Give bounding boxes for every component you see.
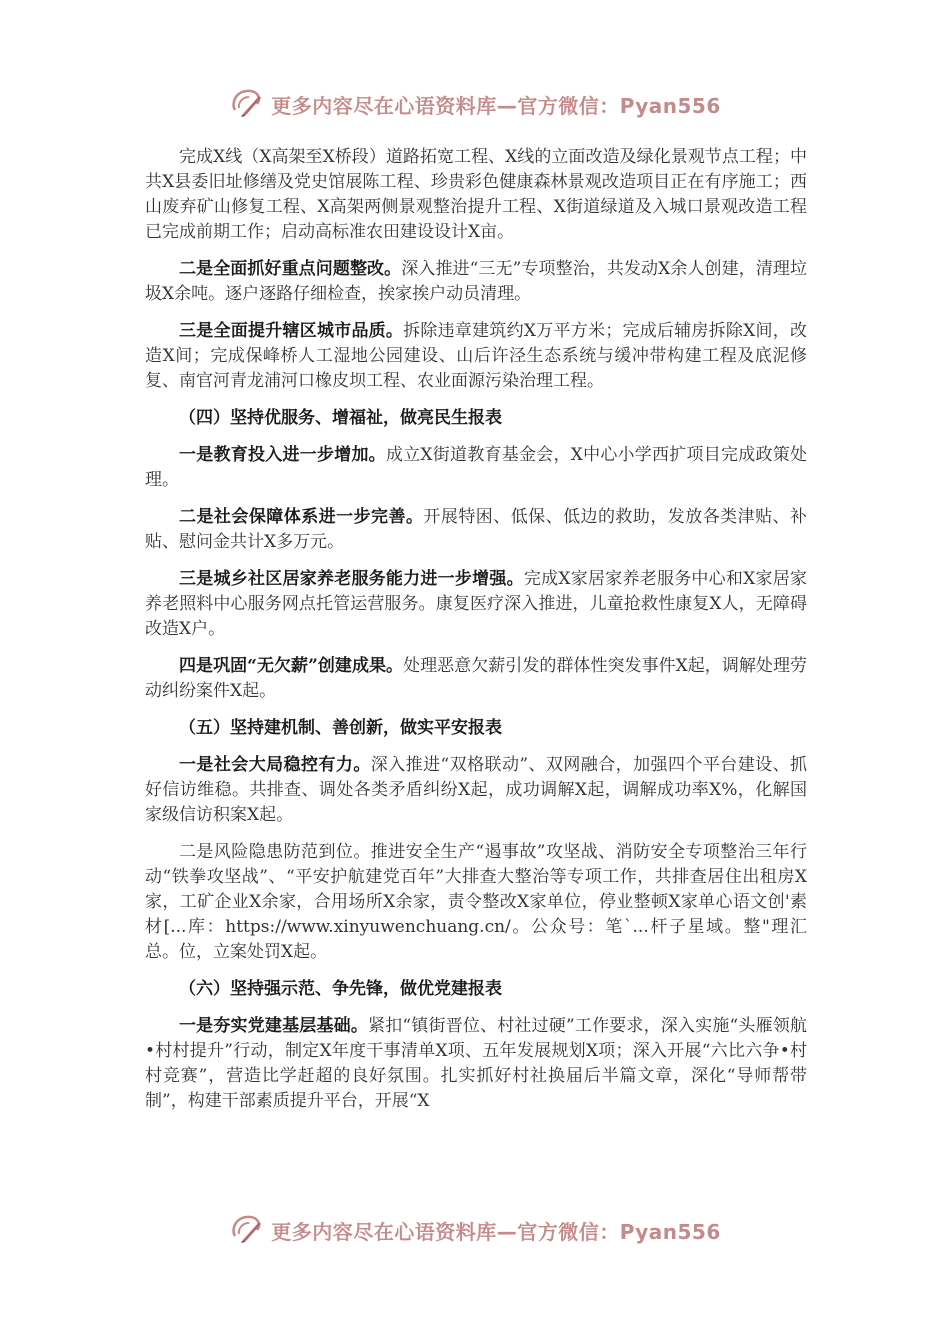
paragraph-text: 深入推进“三无”专项整治，共发动X余人创建，清理垃圾X余吨。逐户逐路仔细检查，挨家挨户动员清理。 [145, 259, 808, 304]
paragraph [145, 505, 807, 555]
paragraph [145, 145, 807, 245]
paragraph-text: 成立X街道教育基金会，X中心小学西扩项目完成政策处理。 [145, 445, 807, 490]
paragraph [145, 840, 807, 965]
paragraph-text: 完成X家居家养老服务中心和X家居家养老照料中心服务网点托管运营服务。康复医疗深入推进，儿童抢救性康复X人，无障碍改造X户。 [145, 569, 807, 639]
paragraph [145, 319, 807, 394]
paragraph-lead: 一是社会大局稳控有力。 [179, 755, 371, 775]
paragraph [145, 567, 807, 642]
document-body [145, 145, 807, 1126]
paragraph-lead: 四是巩固“无欠薪”创建成果。 [179, 656, 404, 676]
paragraph [145, 257, 807, 307]
paragraph-text: 处理恶意欠薪引发的群体性突发事件X起，调解处理劳动纠纷案件X起。 [145, 656, 807, 701]
paragraph [145, 1014, 807, 1114]
paragraph-text: 二是风险隐患防范到位。推进安全生产“遏事故”攻坚战、消防安全专项整治三年行动“铁拳攻坚战”、“平安护航建党百年”大排查大整治等专项工作，共排查居住出租房X家，工矿企业X余家，合用场所X余家，责令整改X家单位，停业整顿X家单心语文创'素材[...库：https://www.xinyuwenchuang.cn/。公众号：笔`...杆子星域。整"理汇总。位，立案处罚X起。 [145, 842, 807, 962]
section-heading: （五）坚持建机制、善创新，做实平安报表 [179, 718, 502, 738]
paragraph-lead: 一是教育投入进一步增加。 [179, 445, 386, 465]
footer-banner [0, 1212, 950, 1248]
paragraph-lead: 三是全面提升辖区城市品质。 [179, 321, 404, 341]
paragraph-lead: 二是社会保障体系进一步完善。 [179, 507, 424, 527]
paragraph [145, 753, 807, 828]
paragraph-text: 深入推进“双格联动”、双网融合，加强四个平台建设、抓好信访维稳。共排查、调处各类矛盾纠纷X起，成功调解X起，调解成功率X%，化解国家级信访积案X起。 [145, 755, 808, 825]
banner-text: 更多内容尽在心语资料库—官方微信：Pyan556 [271, 93, 721, 118]
paragraph-text: 完成X线（X高架至X桥段）道路拓宽工程、X线的立面改造及绿化景观节点工程；中共X县委旧址修缮及党史馆展陈工程、珍贵彩色健康森林景观改造项目正在有序施工；西山废弃矿山修复工程、X高架两侧景观整治提升工程、X街道绿道及入城口景观改造工程已完成前期工作；启动高标准农田建设设计X亩。 [145, 147, 807, 242]
section-heading: （六）坚持强示范、争先锋，做优党建报表 [179, 979, 502, 999]
paragraph-lead: 一是夯实党建基层基础。 [179, 1016, 369, 1036]
paragraph-text: 紧扣“镇街晋位、村社过硬”工作要求，深入实施“头雁领航•村村提升”行动，制定X年度干事清单X项、五年发展规划X项；深入开展“六比六争•村村竞赛”，营造比学赶超的良好氛围。扎实抓好村社换届后半篇文章，深化“导师帮带制”，构建干部素质提升平台，开展“X [145, 1016, 807, 1111]
paragraph-text: 拆除违章建筑约X万平方米；完成后辅房拆除X间，改造X间；完成保峰桥人工湿地公园建设、山后许泾生态系统与缓冲带构建工程及底泥修复、南官河青龙浦河口橡皮坝工程、农业面源污染治理工程。 [145, 321, 807, 391]
paragraph-lead: 二是全面抓好重点问题整改。 [179, 259, 402, 279]
pen-swirl-icon [229, 1212, 265, 1248]
banner-text: 更多内容尽在心语资料库—官方微信：Pyan556 [271, 1219, 721, 1244]
pen-swirl-icon [229, 86, 265, 122]
paragraph-text: 开展特困、低保、低边的救助，发放各类津贴、补贴、慰问金共计X多万元。 [145, 507, 808, 552]
header-banner [0, 86, 950, 122]
paragraph [145, 654, 807, 704]
paragraph [145, 443, 807, 493]
paragraph-lead: 三是城乡社区居家养老服务能力进一步增强。 [179, 569, 524, 589]
section-heading: （四）坚持优服务、增福祉，做亮民生报表 [179, 408, 502, 428]
